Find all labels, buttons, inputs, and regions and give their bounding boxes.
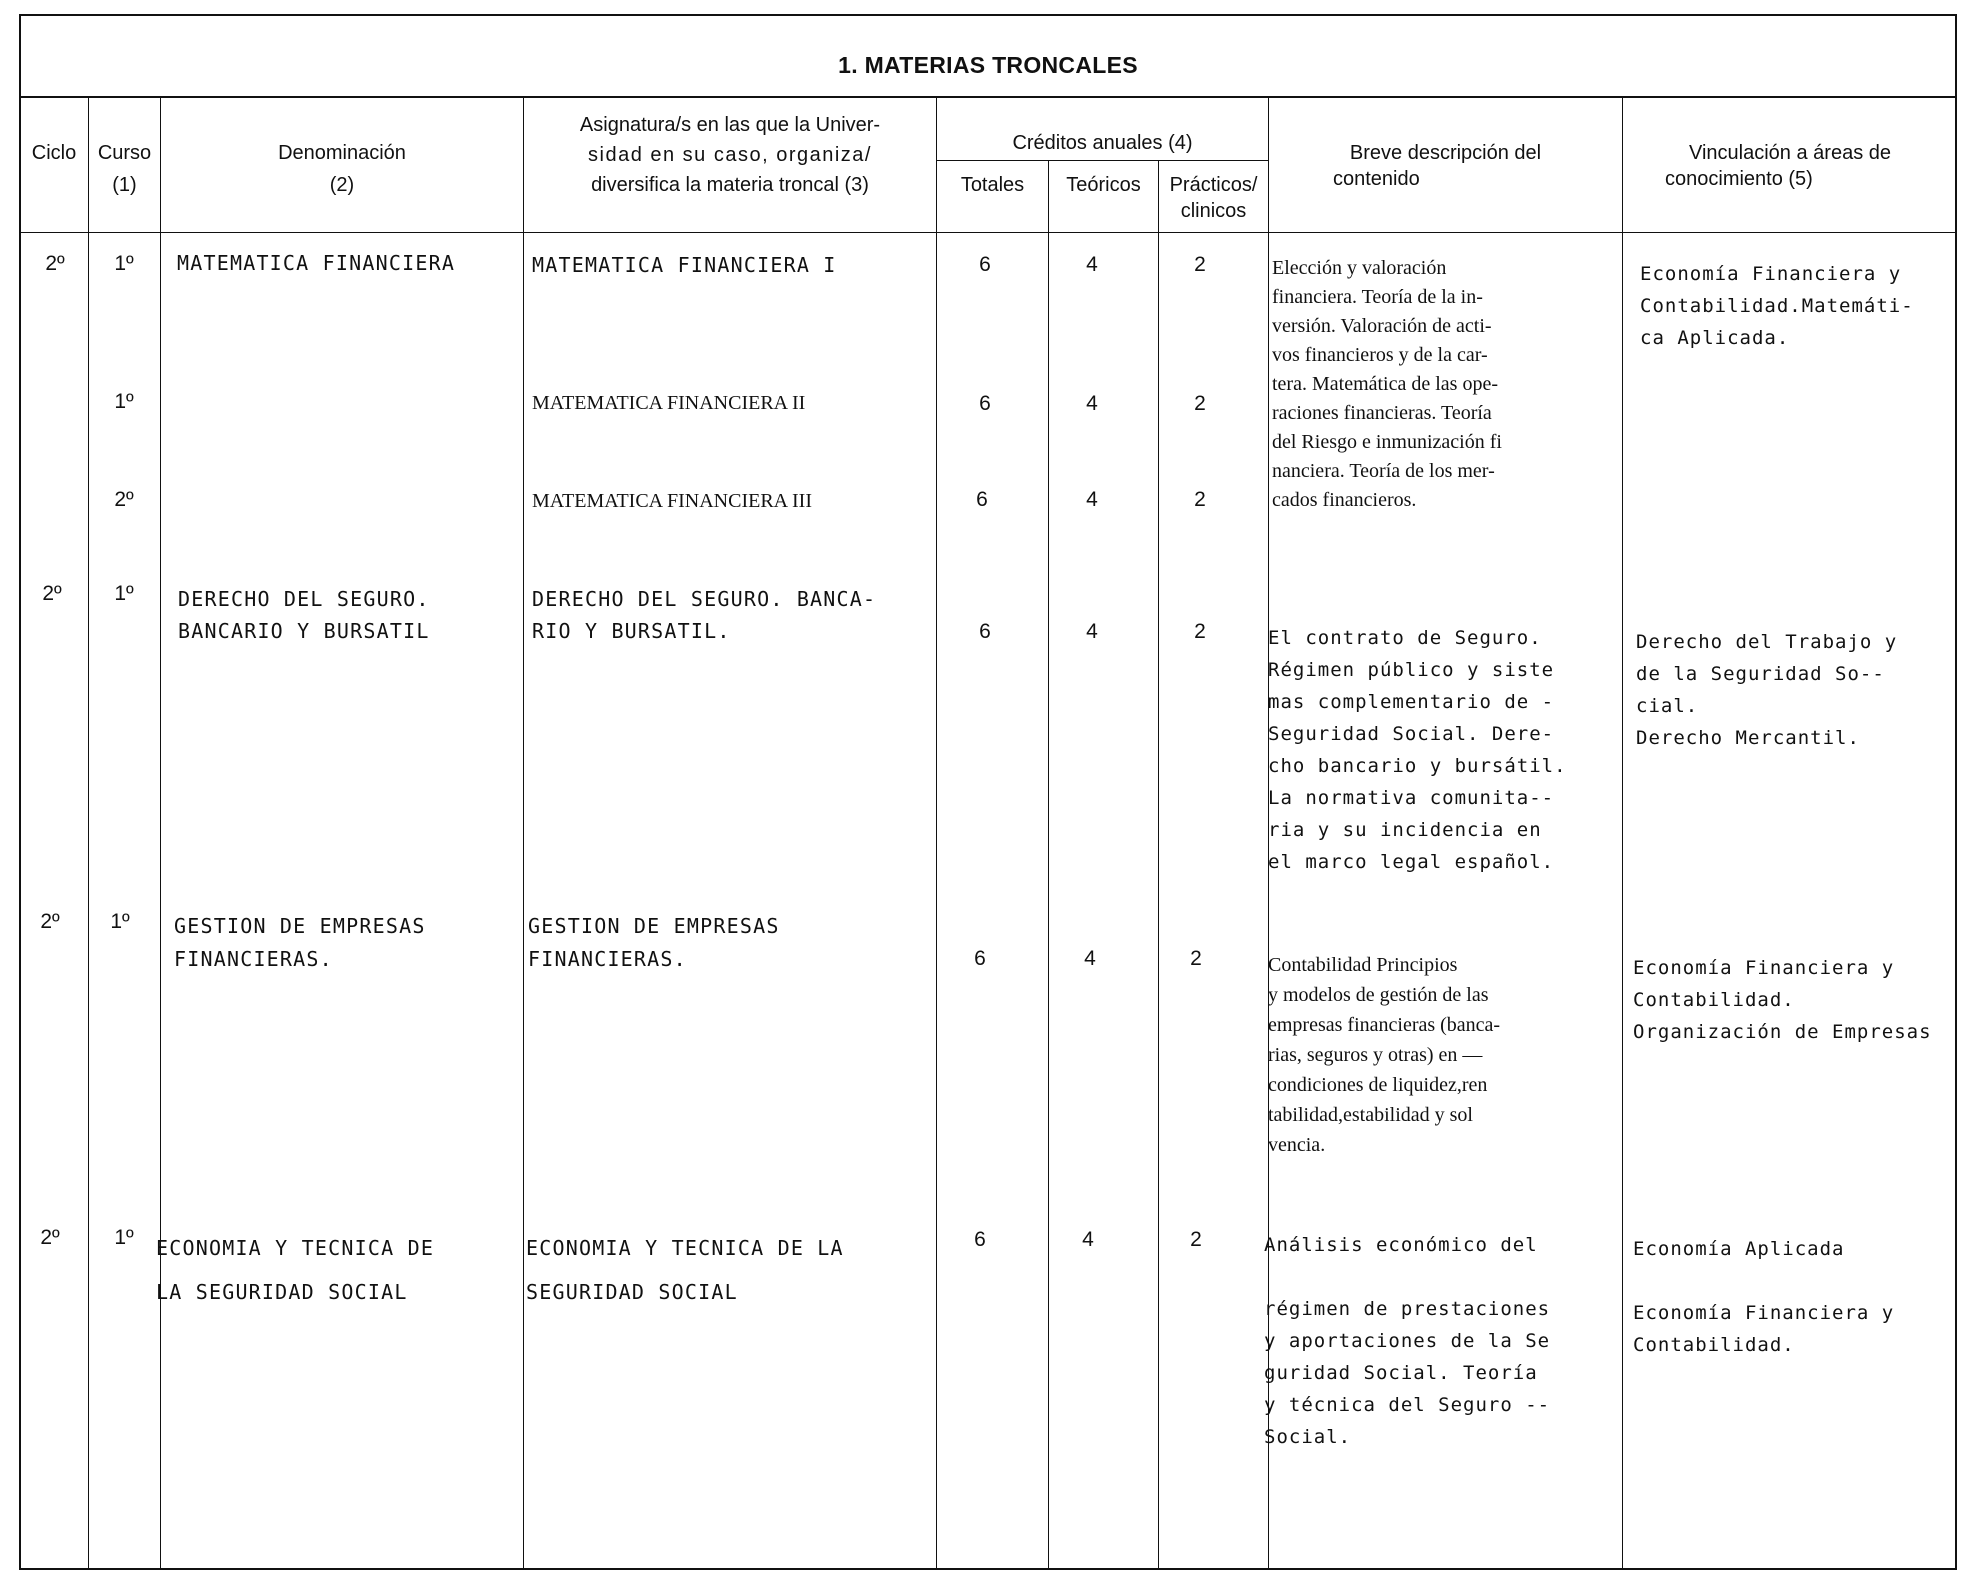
page-title: 1. MATERIAS TRONCALES — [838, 52, 1138, 78]
row3-ciclo: 2º — [40, 910, 60, 933]
credits-divider — [936, 160, 1268, 161]
row1-vinculacion: Economía Financiera y Contabilidad.Matemáti- ca Aplicada. — [1640, 263, 1914, 349]
row2-denominacion: DERECHO DEL SEGURO. BANCARIO Y BURSATIL — [178, 587, 430, 643]
row1-curso-3: 2º — [114, 488, 134, 511]
row1-asignatura-3: MATEMATICA FINANCIERA III — [532, 490, 812, 512]
row2-practicos: 2 — [1194, 620, 1206, 643]
header-asignatura-l1: Asignatura/s en las que la Univer- — [579, 114, 881, 136]
row4-totales: 6 — [974, 1228, 986, 1251]
header-vinculacion-l2: conocimiento (5) — [1665, 168, 1813, 190]
row4-practicos: 2 — [1190, 1228, 1202, 1251]
row2-teoricos: 4 — [1086, 620, 1098, 643]
row2-ciclo: 2º — [42, 582, 62, 605]
row3-totales: 6 — [974, 947, 986, 970]
row4-descripcion: Análisis económico del régimen de prestaciones y aportaciones de la Se guridad Social. Teoría y técnica del Seguro -- Social. — [1264, 1234, 1551, 1448]
header-denominacion: Denominación — [278, 142, 406, 164]
row1-ciclo: 2º — [45, 252, 65, 275]
row1-teoricos-3: 4 — [1086, 488, 1098, 511]
row1-descripcion: Elección y valoración financiera. Teoría de la in- versión. Valoración de acti- vos financieros y de la car- tera. Matemática de las ope- raciones financieras. Teoría del Riesgo e inmunización fi nanciera. Teoría de los mer- cados financieros. — [1272, 257, 1502, 511]
header-creditos: Créditos anuales (4) — [1012, 132, 1193, 154]
column-divider — [160, 98, 161, 1570]
row2-asignatura: DERECHO DEL SEGURO. BANCA- RIO Y BURSATIL. — [532, 587, 877, 643]
row3-curso: 1º — [110, 910, 130, 933]
row1-totales-3: 6 — [976, 488, 988, 511]
row3-descripcion: Contabilidad Principios y modelos de gestión de las empresas financieras (banca- rias, seguros y otras) en — condiciones de liquidez,ren tabilidad,estabilidad y sol vencia. — [1268, 954, 1501, 1156]
header-practicos-l2: clinicos — [1180, 200, 1247, 222]
row2-vinculacion: Derecho del Trabajo y de la Seguridad So-- cial. Derecho Mercantil. — [1636, 631, 1898, 749]
header-vinculacion-l1: Vinculación a áreas de — [1689, 142, 1891, 164]
column-divider — [1622, 98, 1623, 1570]
title-row — [19, 14, 1957, 98]
row1-curso-2: 1º — [114, 390, 134, 413]
row1-practicos-1: 2 — [1194, 253, 1206, 276]
row1-teoricos-2: 4 — [1086, 392, 1098, 415]
row2-totales: 6 — [979, 620, 991, 643]
row4-curso: 1º — [114, 1226, 134, 1249]
row4-ciclo: 2º — [40, 1226, 60, 1249]
column-divider — [88, 98, 89, 1570]
header-denominacion-note: (2) — [329, 174, 355, 196]
header-asignatura-l3: diversifica la materia troncal (3) — [591, 174, 869, 196]
header-asignatura-l2: sidad en su caso, organiza/ — [588, 144, 872, 166]
row3-teoricos: 4 — [1084, 947, 1096, 970]
header-descripcion-l2: contenido — [1333, 168, 1420, 190]
header-ciclo: Ciclo — [31, 142, 77, 164]
row3-asignatura: GESTION DE EMPRESAS FINANCIERAS. — [528, 914, 780, 971]
column-divider — [936, 98, 937, 1570]
row1-totales-2: 6 — [979, 392, 991, 415]
header-curso-note: (1) — [112, 174, 137, 196]
row4-vinculacion: Economía Aplicada Economía Financiera y Contabilidad. — [1633, 1238, 1895, 1356]
header-bottom-line — [19, 232, 1957, 233]
row3-practicos: 2 — [1190, 947, 1202, 970]
row4-denominacion: ECONOMIA Y TECNICA DE LA SEGURIDAD SOCIAL — [156, 1236, 435, 1304]
column-divider — [523, 98, 524, 1570]
row1-denominacion: MATEMATICA FINANCIERA — [177, 251, 456, 275]
header-practicos-l1: Prácticos/ — [1169, 174, 1258, 196]
row1-practicos-3: 2 — [1194, 488, 1206, 511]
row1-curso-1: 1º — [114, 252, 134, 275]
column-divider — [1158, 160, 1159, 1570]
row1-asignatura-2: MATEMATICA FINANCIERA II — [532, 392, 806, 414]
column-divider — [1048, 160, 1049, 1570]
row1-totales-1: 6 — [979, 253, 991, 276]
row4-teoricos: 4 — [1082, 1228, 1094, 1251]
row1-asignatura-1: MATEMATICA FINANCIERA I — [532, 253, 837, 277]
row1-practicos-2: 2 — [1194, 392, 1206, 415]
row3-denominacion: GESTION DE EMPRESAS FINANCIERAS. — [174, 914, 426, 971]
row1-teoricos-1: 4 — [1086, 253, 1098, 276]
row2-descripcion: El contrato de Seguro. Régimen público y siste mas complementario de - Seguridad Social. Dere- cho bancario y bursátil. La normativa comunita-- ria y su incidencia en el marco legal español. — [1268, 627, 1567, 873]
row2-curso: 1º — [114, 582, 134, 605]
header-totales: Totales — [960, 174, 1025, 196]
row3-vinculacion: Economía Financiera y Contabilidad. Organización de Empresas — [1633, 957, 1932, 1043]
header-curso: Curso — [97, 142, 152, 164]
header-teoricos: Teóricos — [1066, 174, 1141, 196]
row4-asignatura: ECONOMIA Y TECNICA DE LA SEGURIDAD SOCIAL — [526, 1236, 844, 1304]
header-descripcion-l1: Breve descripción del — [1349, 142, 1542, 164]
